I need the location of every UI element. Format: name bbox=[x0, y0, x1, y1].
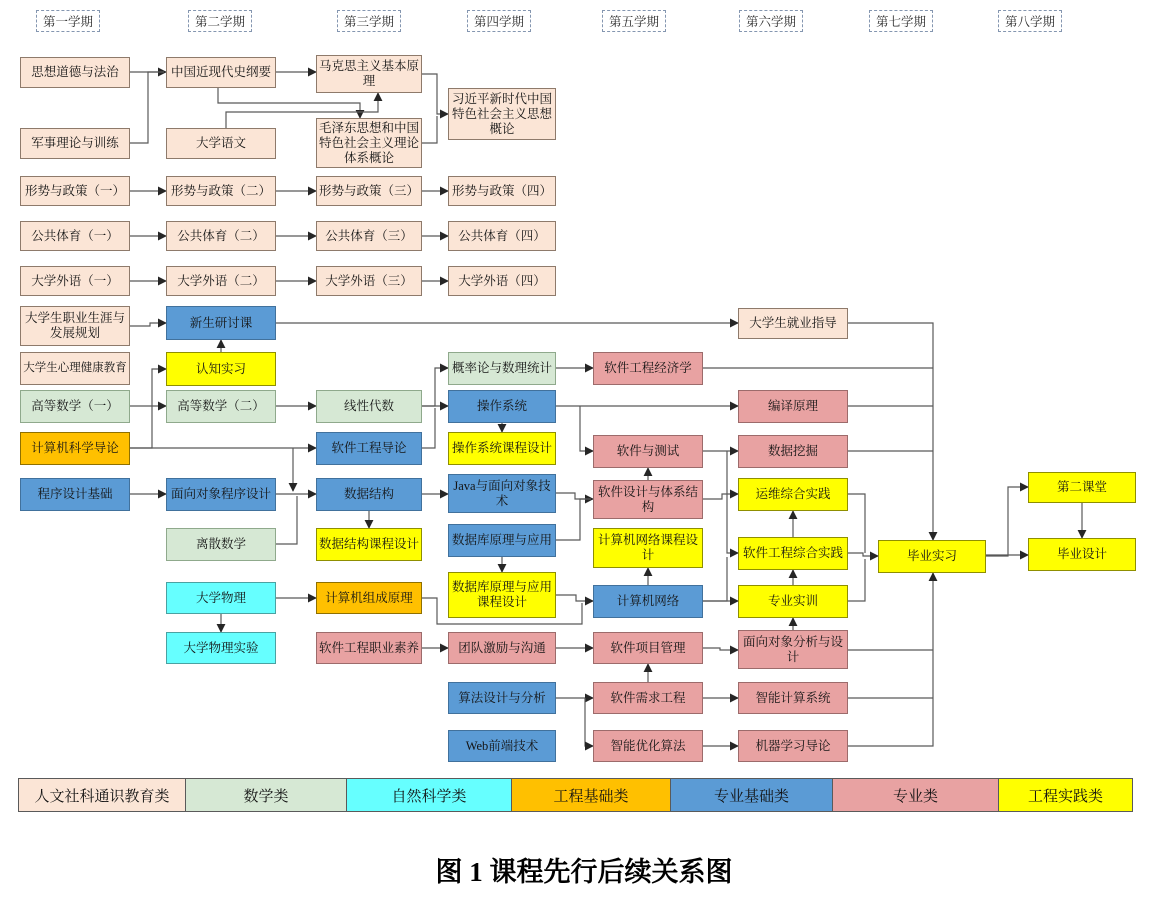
course-java: Java与面向对象技术 bbox=[448, 474, 556, 513]
course-mzd: 毛泽东思想和中国特色社会主义理论体系概论 bbox=[316, 118, 422, 168]
figure-caption: 图 1 课程先行后续关系图 bbox=[435, 857, 733, 887]
course-bianyi: 编译原理 bbox=[738, 390, 848, 423]
course-rjjjx: 软件工程经济学 bbox=[593, 352, 703, 385]
edge-sjkkc-jsjwl bbox=[556, 595, 593, 601]
course-dxyw: 大学语文 bbox=[166, 128, 276, 159]
course-xianxing: 线性代数 bbox=[316, 390, 422, 423]
semester-header-5: 第五学期 bbox=[602, 10, 666, 32]
course-jsjzc: 计算机组成原理 bbox=[316, 582, 422, 614]
course-xinsheng: 新生研讨课 bbox=[166, 306, 276, 340]
edge-rjgcdl-czxt bbox=[422, 408, 435, 448]
legend-science: 自然科学类 bbox=[346, 778, 512, 812]
edge-jsll-zgjxds bbox=[130, 72, 164, 143]
course-web: Web前端技术 bbox=[448, 730, 556, 762]
course-jsjdl: 计算机科学导论 bbox=[20, 432, 130, 465]
course-jsjwlkc: 计算机网络课程设计 bbox=[593, 528, 703, 568]
course-suanfa: 算法设计与分析 bbox=[448, 682, 556, 714]
course-mxdx: 面向对象程序设计 bbox=[166, 478, 276, 511]
course-xszc3: 形势与政策（三） bbox=[316, 176, 422, 206]
course-dxwy2: 大学外语（二） bbox=[166, 266, 276, 296]
edge-lisan-sjjg bbox=[276, 496, 297, 544]
course-dxwy3: 大学外语（三） bbox=[316, 266, 422, 296]
edge-mzd-xjp bbox=[422, 116, 437, 143]
edge-czxt-rjcs bbox=[580, 406, 593, 451]
course-yunwei: 运维综合实践 bbox=[738, 478, 848, 511]
course-sjkkc: 数据库原理与应用课程设计 bbox=[448, 572, 556, 618]
legend-eng_foundation: 工程基础类 bbox=[511, 778, 671, 812]
course-xszc4: 形势与政策（四） bbox=[448, 176, 556, 206]
course-tuandui: 团队激励与沟通 bbox=[448, 632, 556, 664]
course-sjjg: 数据结构 bbox=[316, 478, 422, 511]
legend-humanities: 人文社科通识教育类 bbox=[18, 778, 186, 812]
edge-jsjwl-rjzh bbox=[703, 557, 727, 601]
course-rjsj: 软件设计与体系结构 bbox=[593, 480, 703, 519]
edge-java-rjsj bbox=[556, 493, 591, 499]
course-zysx: 专业实训 bbox=[738, 585, 848, 618]
course-lisan: 离散数学 bbox=[166, 528, 276, 561]
course-zyshengya: 大学生职业生涯与发展规划 bbox=[20, 306, 130, 346]
course-rjzh: 软件工程综合实践 bbox=[738, 537, 848, 570]
edge-jsjdl-renzhi bbox=[130, 369, 166, 448]
edge-suanfa-znyh bbox=[585, 698, 593, 746]
course-ggty2: 公共体育（二） bbox=[166, 221, 276, 251]
edge-yunwei-bysx bbox=[848, 494, 865, 553]
course-ggty1: 公共体育（一） bbox=[20, 221, 130, 251]
semester-header-3: 第三学期 bbox=[337, 10, 401, 32]
course-rjgcdl: 软件工程导论 bbox=[316, 432, 422, 465]
edge-xianxing-gailv bbox=[422, 368, 448, 406]
course-gaoshu1: 高等数学（一） bbox=[20, 390, 130, 423]
course-znyh: 智能优化算法 bbox=[593, 730, 703, 762]
course-rjxm: 软件项目管理 bbox=[593, 632, 703, 664]
edge-rjzh-bysx bbox=[848, 553, 878, 556]
legend-major_foundation: 专业基础类 bbox=[670, 778, 833, 812]
course-jsll: 军事理论与训练 bbox=[20, 128, 130, 159]
course-czxtkc: 操作系统课程设计 bbox=[448, 432, 556, 465]
course-bysx: 毕业实习 bbox=[878, 540, 986, 573]
semester-header-8: 第八学期 bbox=[998, 10, 1062, 32]
semester-header-4: 第四学期 bbox=[467, 10, 531, 32]
course-sdyfz: 思想道德与法治 bbox=[20, 57, 130, 88]
course-dxwlsy: 大学物理实验 bbox=[166, 632, 276, 664]
edge-jiuye-bysx bbox=[848, 323, 933, 540]
course-dxwy4: 大学外语（四） bbox=[448, 266, 556, 296]
course-sjk: 数据库原理与应用 bbox=[448, 524, 556, 557]
course-sjwj: 数据挖掘 bbox=[738, 435, 848, 468]
course-znjs: 智能计算系统 bbox=[738, 682, 848, 714]
edge-jqxx-bysx bbox=[848, 573, 933, 746]
course-jqxx: 机器学习导论 bbox=[738, 730, 848, 762]
course-jiuye: 大学生就业指导 bbox=[738, 308, 848, 339]
course-xinli: 大学生心理健康教育 bbox=[20, 352, 130, 385]
course-dekt: 第二课堂 bbox=[1028, 472, 1136, 503]
course-mkszy: 马克思主义基本原理 bbox=[316, 55, 422, 93]
course-mxfx: 面向对象分析与设计 bbox=[738, 630, 848, 669]
course-xszc2: 形势与政策（二） bbox=[166, 176, 276, 206]
course-ggty4: 公共体育（四） bbox=[448, 221, 556, 251]
course-xszc1: 形势与政策（一） bbox=[20, 176, 130, 206]
legend-practice: 工程实践类 bbox=[998, 778, 1133, 812]
edge-rjcs-rjzh bbox=[727, 451, 738, 553]
legend bbox=[19, 778, 1133, 812]
legend-math: 数学类 bbox=[185, 778, 347, 812]
course-rjcs: 软件与测试 bbox=[593, 435, 703, 468]
semester-header-2: 第二学期 bbox=[188, 10, 252, 32]
edge-rjxm-mxfx bbox=[703, 648, 738, 650]
course-rjzysy: 软件工程职业素养 bbox=[316, 632, 422, 664]
edge-rjsj-yunwei bbox=[703, 494, 738, 499]
course-ggty3: 公共体育（三） bbox=[316, 221, 422, 251]
course-chengxu: 程序设计基础 bbox=[20, 478, 130, 511]
course-renzhi: 认知实习 bbox=[166, 352, 276, 386]
course-czxt: 操作系统 bbox=[448, 390, 556, 423]
edge-zyshengya-xinsheng bbox=[130, 323, 166, 326]
course-xjp: 习近平新时代中国特色社会主义思想概论 bbox=[448, 88, 556, 140]
semester-header-7: 第七学期 bbox=[869, 10, 933, 32]
course-bysj: 毕业设计 bbox=[1028, 538, 1136, 571]
edge-sjk-rjsj bbox=[556, 499, 593, 540]
edge-zysx-bysx bbox=[848, 559, 865, 601]
semester-header-6: 第六学期 bbox=[739, 10, 803, 32]
course-sjjgkc: 数据结构课程设计 bbox=[316, 528, 422, 561]
course-jsjwl: 计算机网络 bbox=[593, 585, 703, 618]
course-gailv: 概率论与数理统计 bbox=[448, 352, 556, 385]
course-dxwy1: 大学外语（一） bbox=[20, 266, 130, 296]
semester-header-1: 第一学期 bbox=[36, 10, 100, 32]
course-zgjxds: 中国近现代史纲要 bbox=[166, 57, 276, 88]
course-dxwl: 大学物理 bbox=[166, 582, 276, 614]
course-gaoshu2: 高等数学（二） bbox=[166, 390, 276, 423]
course-rjxq: 软件需求工程 bbox=[593, 682, 703, 714]
edge-mkszy-xjp bbox=[422, 74, 448, 114]
edge-bysx-dekt bbox=[986, 487, 1028, 556]
legend-major: 专业类 bbox=[832, 778, 999, 812]
